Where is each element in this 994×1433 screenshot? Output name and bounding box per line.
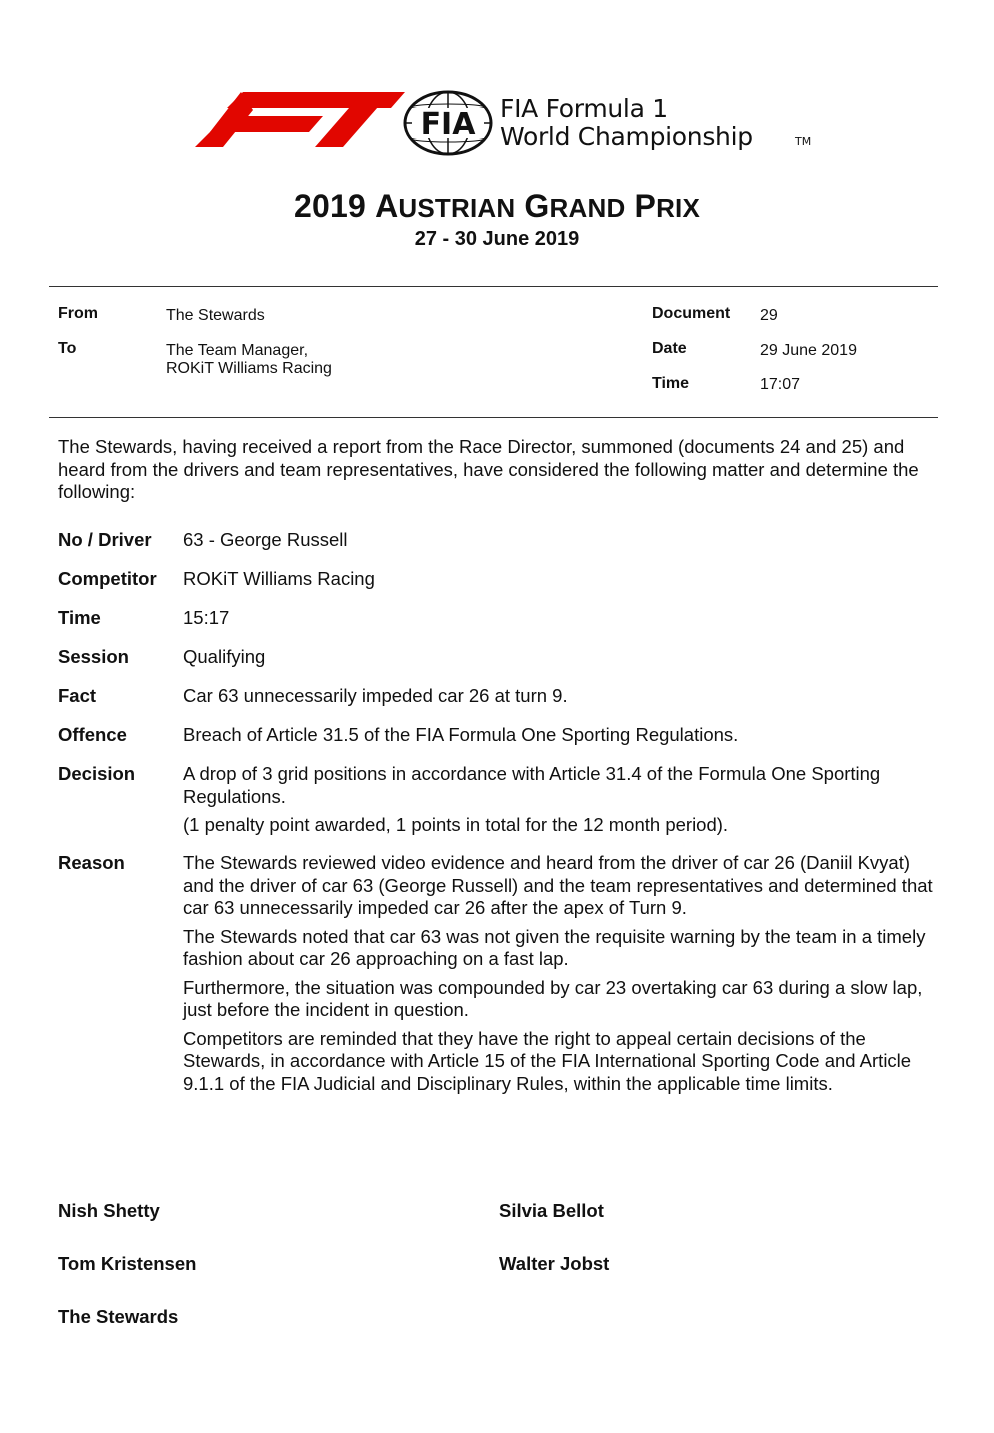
competitor-label: Competitor — [58, 568, 157, 589]
divider-top — [49, 286, 938, 287]
reason-paragraph: Furthermore, the situation was compounded by car 23 overtaking car 63 during a slow lap, just before the incident in question. — [183, 976, 923, 1020]
date-label: Date — [652, 340, 687, 357]
stewards-footer: The Stewards — [58, 1306, 179, 1327]
f1-logo-icon — [193, 92, 405, 147]
fact-label: Fact — [58, 685, 97, 706]
to-label: To — [58, 340, 77, 357]
offence-label: Offence — [58, 724, 127, 745]
fia-badge-text: FIA — [420, 107, 476, 142]
trademark: TM — [795, 135, 812, 148]
steward-signature: Walter Jobst — [499, 1253, 610, 1274]
incident-time-value: 15:17 — [183, 607, 230, 628]
decision-value — [183, 763, 938, 843]
time-label: Time — [652, 375, 690, 392]
reason-paragraph: The Stewards noted that car 63 was not given the requisite warning by the team in a timely fashion about car 26 approaching on a fast lap. — [183, 925, 926, 969]
decision-paragraph: (1 penalty point awarded, 1 points in total for the 12 month period). — [183, 814, 729, 835]
from-label: From — [58, 305, 98, 322]
reason-paragraph: The Stewards reviewed video evidence and heard from the driver of car 26 (Daniil Kvyat) and the driver of car 63 (George Russell) and the team representatives and determined that car 63 unnecessarily impeded car 26 after the apex of Turn 9. — [183, 852, 933, 918]
session-value: Qualifying — [183, 646, 266, 667]
brand-line-2: World Championship — [500, 122, 753, 151]
driver-label: No / Driver — [58, 529, 152, 550]
reason-label: Reason — [58, 852, 125, 873]
intro-paragraph: The Stewards, having received a report from the Race Director, summoned (documents 24 and 25) and heard from the drivers and team representatives, have considered the following matter and determine the following: — [58, 436, 919, 502]
date-value: 29 June 2019 — [760, 342, 857, 359]
reason-paragraph: Competitors are reminded that they have the right to appeal certain decisions of the Stewards, in accordance with Article 15 of the FIA International Sporting Code and Article 9.1.1 of the FIA Judicial and Disciplinary Rules, within the applicable time limits. — [183, 1027, 912, 1094]
incident-time-label: Time — [58, 607, 101, 628]
document-value: 29 — [760, 307, 778, 324]
fia-globe-icon — [402, 90, 494, 156]
divider-bottom — [49, 417, 938, 418]
driver-value: 63 - George Russell — [183, 529, 348, 550]
fact-value: Car 63 unnecessarily impeded car 26 at turn 9. — [183, 685, 568, 706]
session-label: Session — [58, 646, 129, 667]
from-value: The Stewards — [166, 307, 265, 324]
steward-signature: Silvia Bellot — [499, 1200, 604, 1221]
offence-value: Breach of Article 31.5 of the FIA Formula One Sporting Regulations. — [183, 724, 739, 745]
document-label: Document — [652, 305, 731, 322]
steward-signature: Nish Shetty — [58, 1200, 160, 1221]
event-year: 2019 — [293, 188, 366, 224]
to-value-line2: ROKiT Williams Racing — [166, 360, 332, 377]
brand-line-1: FIA Formula 1 — [500, 94, 668, 123]
event-dates: 27 - 30 June 2019 — [414, 228, 580, 250]
reason-value — [183, 852, 938, 1101]
steward-signature: Tom Kristensen — [58, 1253, 197, 1274]
decision-paragraph: A drop of 3 grid positions in accordance with Article 31.4 of the Formula One Sporting Regulations. — [183, 763, 881, 807]
event-title: 2019 AUSTRIAN GRAND PRIX — [293, 188, 701, 224]
to-value-line1: The Team Manager, — [166, 342, 309, 359]
time-value: 17:07 — [760, 376, 801, 393]
competitor-value: ROKiT Williams Racing — [183, 568, 375, 589]
decision-label: Decision — [58, 763, 136, 784]
